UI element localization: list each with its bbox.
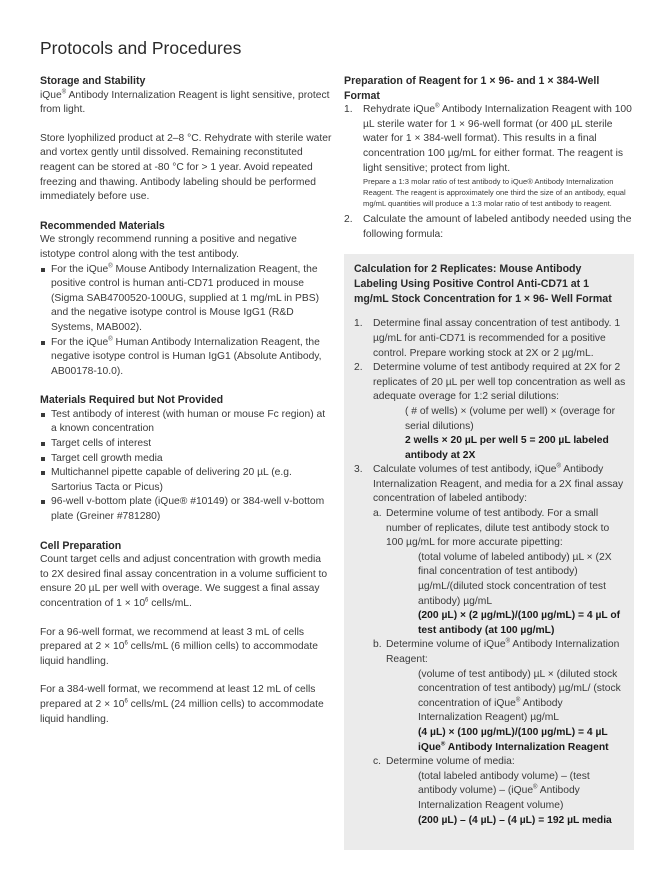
- prep-step-2: 2. Calculate the amount of labeled antibody needed using the following formula:: [344, 214, 632, 240]
- calc-result: (4 µL) × (100 µg/mL)/(100 µg/mL) = 4 µL iQue® Antibody Internalization Reagent: [418, 726, 609, 753]
- storage-heading: Storage and Stability: [40, 75, 146, 87]
- calc-result: 2 wells × 20 µL per well 5 = 200 µL labeled antibody at 2X: [405, 435, 609, 461]
- cell-prep-paragraph-3: For a 384-well format, we recommend at least 12 mL of cells prepared at $2 \times 10^6$ cells/mL (24 million cells) to accommodate liquid handling.: [40, 684, 324, 725]
- list-item: For the iQue® Human Antibody Internalization Reagent, the negative isotype control is Human IgG1 (Absolute Antibody, AB00178-10.0).: [40, 336, 332, 380]
- prep-steps: [344, 103, 634, 242]
- calc-result: (200 µL) – (4 µL) – (4 µL) = 192 µL media: [418, 814, 612, 826]
- list-item: Multichannel pipette capable of delivering 20 µL (e.g. Sartorius Tacta or Picus): [40, 466, 332, 495]
- calc-formula: (volume of test antibody) µL × (diluted stock concentration of test antibody) µg/mL/ (stock concentration of iQue® Antibody Internalization Reagent) µg/mL: [418, 668, 621, 724]
- calculation-title: Calculation for 2 Replicates: Mouse Antibody Labeling Using Positive Control Anti-CD71 at 1 mg/mL Stock Concentration for 1 × 96- Well Format: [354, 263, 612, 306]
- storage-paragraph-1: iQue® Antibody Internalization Reagent is light sensitive, protect from light.: [40, 89, 330, 116]
- prep-note: Prepare a 1:3 molar ratio of test antibody to iQue® Antibody Internalization Reagent. The reagent is approximately one third the size of an antibody, equal mg/mL quantities will produce a 1:3 molar ratio of test antibody to reagent.: [363, 177, 626, 209]
- right-column: [344, 74, 634, 850]
- calc-step-3: 3. Calculate volumes of test antibody, iQue® Antibody Internalization Reagent, and media for a 2X final assay concentration of labeled antibody: a. Determine volume of test antibody. For a small number of replicates, dilute test antibody stock to 100 µg/mL for more accurate pipetting: (total volume of labeled antibody) µL × (2X final concentration of test antibody) µg/mL/(diluted stock concentration of test antibody) µg/mL (200 µL) × (2 µg/mL)/(100 µg/mL) = 4 µL of test antibody (at 100 µg/mL) b. Determine volume of iQue® Antibody Internalization Reagent: (volume of test antibody) µL × (diluted stock concentration of test antibody) µg/mL/ (stock concentration of iQue® Antibody Internalization Reagent) µg/mL (4 µL) × (100 µg/mL)/(100 µg/mL) = 4 µL iQue® Antibody Internalization Reagent c. Determine volume of media: (total labeled antibody volume) – (test antibody volume) – (iQue® Antibody Internalization Reagent volume) (200 µL) – (4 µL) – (4 µL) = 192 µL media: [354, 463, 626, 828]
- calculation-steps: [354, 317, 626, 828]
- required-list: [40, 408, 332, 525]
- cell-prep-paragraph-2: For a 96-well format, we recommend at least 3 mL of cells prepared at $2 \times 10^6$ cells/mL (6 million cells) to accommodate liquid handling.: [40, 626, 318, 667]
- left-column: [40, 74, 332, 727]
- recommended-intro: We strongly recommend running a positive and negative istotype control along with the test antibody.: [40, 234, 297, 260]
- calc-formula: (total volume of labeled antibody) µL × (2X final concentration of test antibody) µg/mL/(diluted stock concentration of test antibody) µg/mL: [418, 551, 612, 607]
- list-item: For the iQue® Mouse Antibody Internalization Reagent, the positive control is human anti-CD71 produced in mouse (Sigma SAB4700520-100UG, supplied at 1 mg/mL in PBS) and the negative isotype control is Mouse IgG1 (R&D Systems, MAB002).: [40, 263, 332, 336]
- calc-step-1: 1. Determine final assay concentration of test antibody. 1 µg/mL for anti-CD71 is recommended for a positive control. Prepare working stock at 2X or 2 µg/mL.: [354, 318, 621, 359]
- calc-result: (200 µL) × (2 µg/mL)/(100 µg/mL) = 4 µL of test antibody (at 100 µg/mL): [418, 610, 621, 636]
- cell-prep-paragraph-1: Count target cells and adjust concentration with growth media to 2X desired final assay concentration in a volume sufficient to ensure 20 µL per well with overage. We suggest a final assay concentration of $1 \times 10^6$ cells/mL.: [40, 554, 328, 609]
- page-title: Protocols and Procedures: [40, 38, 242, 58]
- calc-substep-a: a. Determine volume of test antibody. For a small number of replicates, dilute test antibody stock to 100 µg/mL for more accurate pipetting: (total volume of labeled antibody) µL × (2X final concentration of test antibody) µg/mL/(diluted stock concentration of test antibody) µg/mL (200 µL) × (2 µg/mL)/(100 µg/mL) = 4 µL of test antibody (at 100 µg/mL): [373, 507, 626, 638]
- list-item: Target cells of interest: [40, 437, 332, 452]
- calc-substeps: [373, 507, 626, 828]
- calc-step-2: 2. Determine volume of test antibody required at 2X for 2 replicates of 20 µL per well top concentration as well as adequate overage for 1:2 serial dilutions: ( # of wells) × (volume per well) × (overage for serial dilutions) 2 wells × 20 µL per well 5 = 200 µL labeled antibody at 2X: [354, 361, 626, 463]
- list-item: 96-well v-bottom plate (iQue® #10149) or 384-well v-bottom plate (Greiner #781280): [40, 495, 332, 524]
- list-item: Target cell growth media: [40, 452, 332, 467]
- calc-substep-c: c. Determine volume of media: (total labeled antibody volume) – (test antibody volume) – (iQue® Antibody Internalization Reagent volume) (200 µL) – (4 µL) – (4 µL) = 192 µL media: [373, 755, 626, 828]
- storage-paragraph-2: Store lyophilized product at 2–8 °C. Rehydrate with sterile water and vortex gently until dissolved. Remaining reconstituted reagent can be stored at -80 °C for > 1 year. Avoid repeated freezing and thawing. Antibody labeling should be performed immediately before use.: [40, 132, 332, 203]
- recommended-list: [40, 263, 332, 380]
- required-heading: Materials Required but Not Provided: [40, 394, 224, 407]
- calc-substep-b: b. Determine volume of iQue® Antibody Internalization Reagent: (volume of test antibody) µL × (diluted stock concentration of test antibody) µg/mL/ (stock concentration of iQue® Antibody Internalization Reagent) µg/mL (4 µL) × (100 µg/mL)/(100 µg/mL) = 4 µL iQue® Antibody Internalization Reagent: [373, 638, 626, 755]
- calculation-box: [344, 254, 634, 850]
- prep-heading: Preparation of Reagent for 1 × 96- and 1 × 384-Well Format: [344, 75, 600, 102]
- calc-formula: (total labeled antibody volume) – (test antibody volume) – (iQue® Antibody Internalization Reagent volume): [418, 770, 590, 811]
- prep-step-1: 1. Rehydrate iQue® Antibody Internalization Reagent with 100 µL sterile water for 1 × 96-well format (or 400 µL sterile water for 1 × 384-well format). This results in a final concentration 100 µg/mL for either format. The reagent is light sensitive; protect from light. Prepare a 1:3 molar ratio of test antibody to iQue® Antibody Internalization Reagent. The reagent is approximately one third the size of an antibody, equal mg/mL quantities will produce a 1:3 molar ratio of test antibody to reagent.: [344, 103, 634, 209]
- list-item: Test antibody of interest (with human or mouse Fc region) at a known concentration: [40, 408, 332, 437]
- cell-prep-heading: Cell Preparation: [40, 539, 122, 552]
- calc-formula: ( # of wells) × (volume per well) × (overage for serial dilutions): [405, 405, 616, 432]
- recommended-heading: Recommended Materials: [40, 219, 165, 232]
